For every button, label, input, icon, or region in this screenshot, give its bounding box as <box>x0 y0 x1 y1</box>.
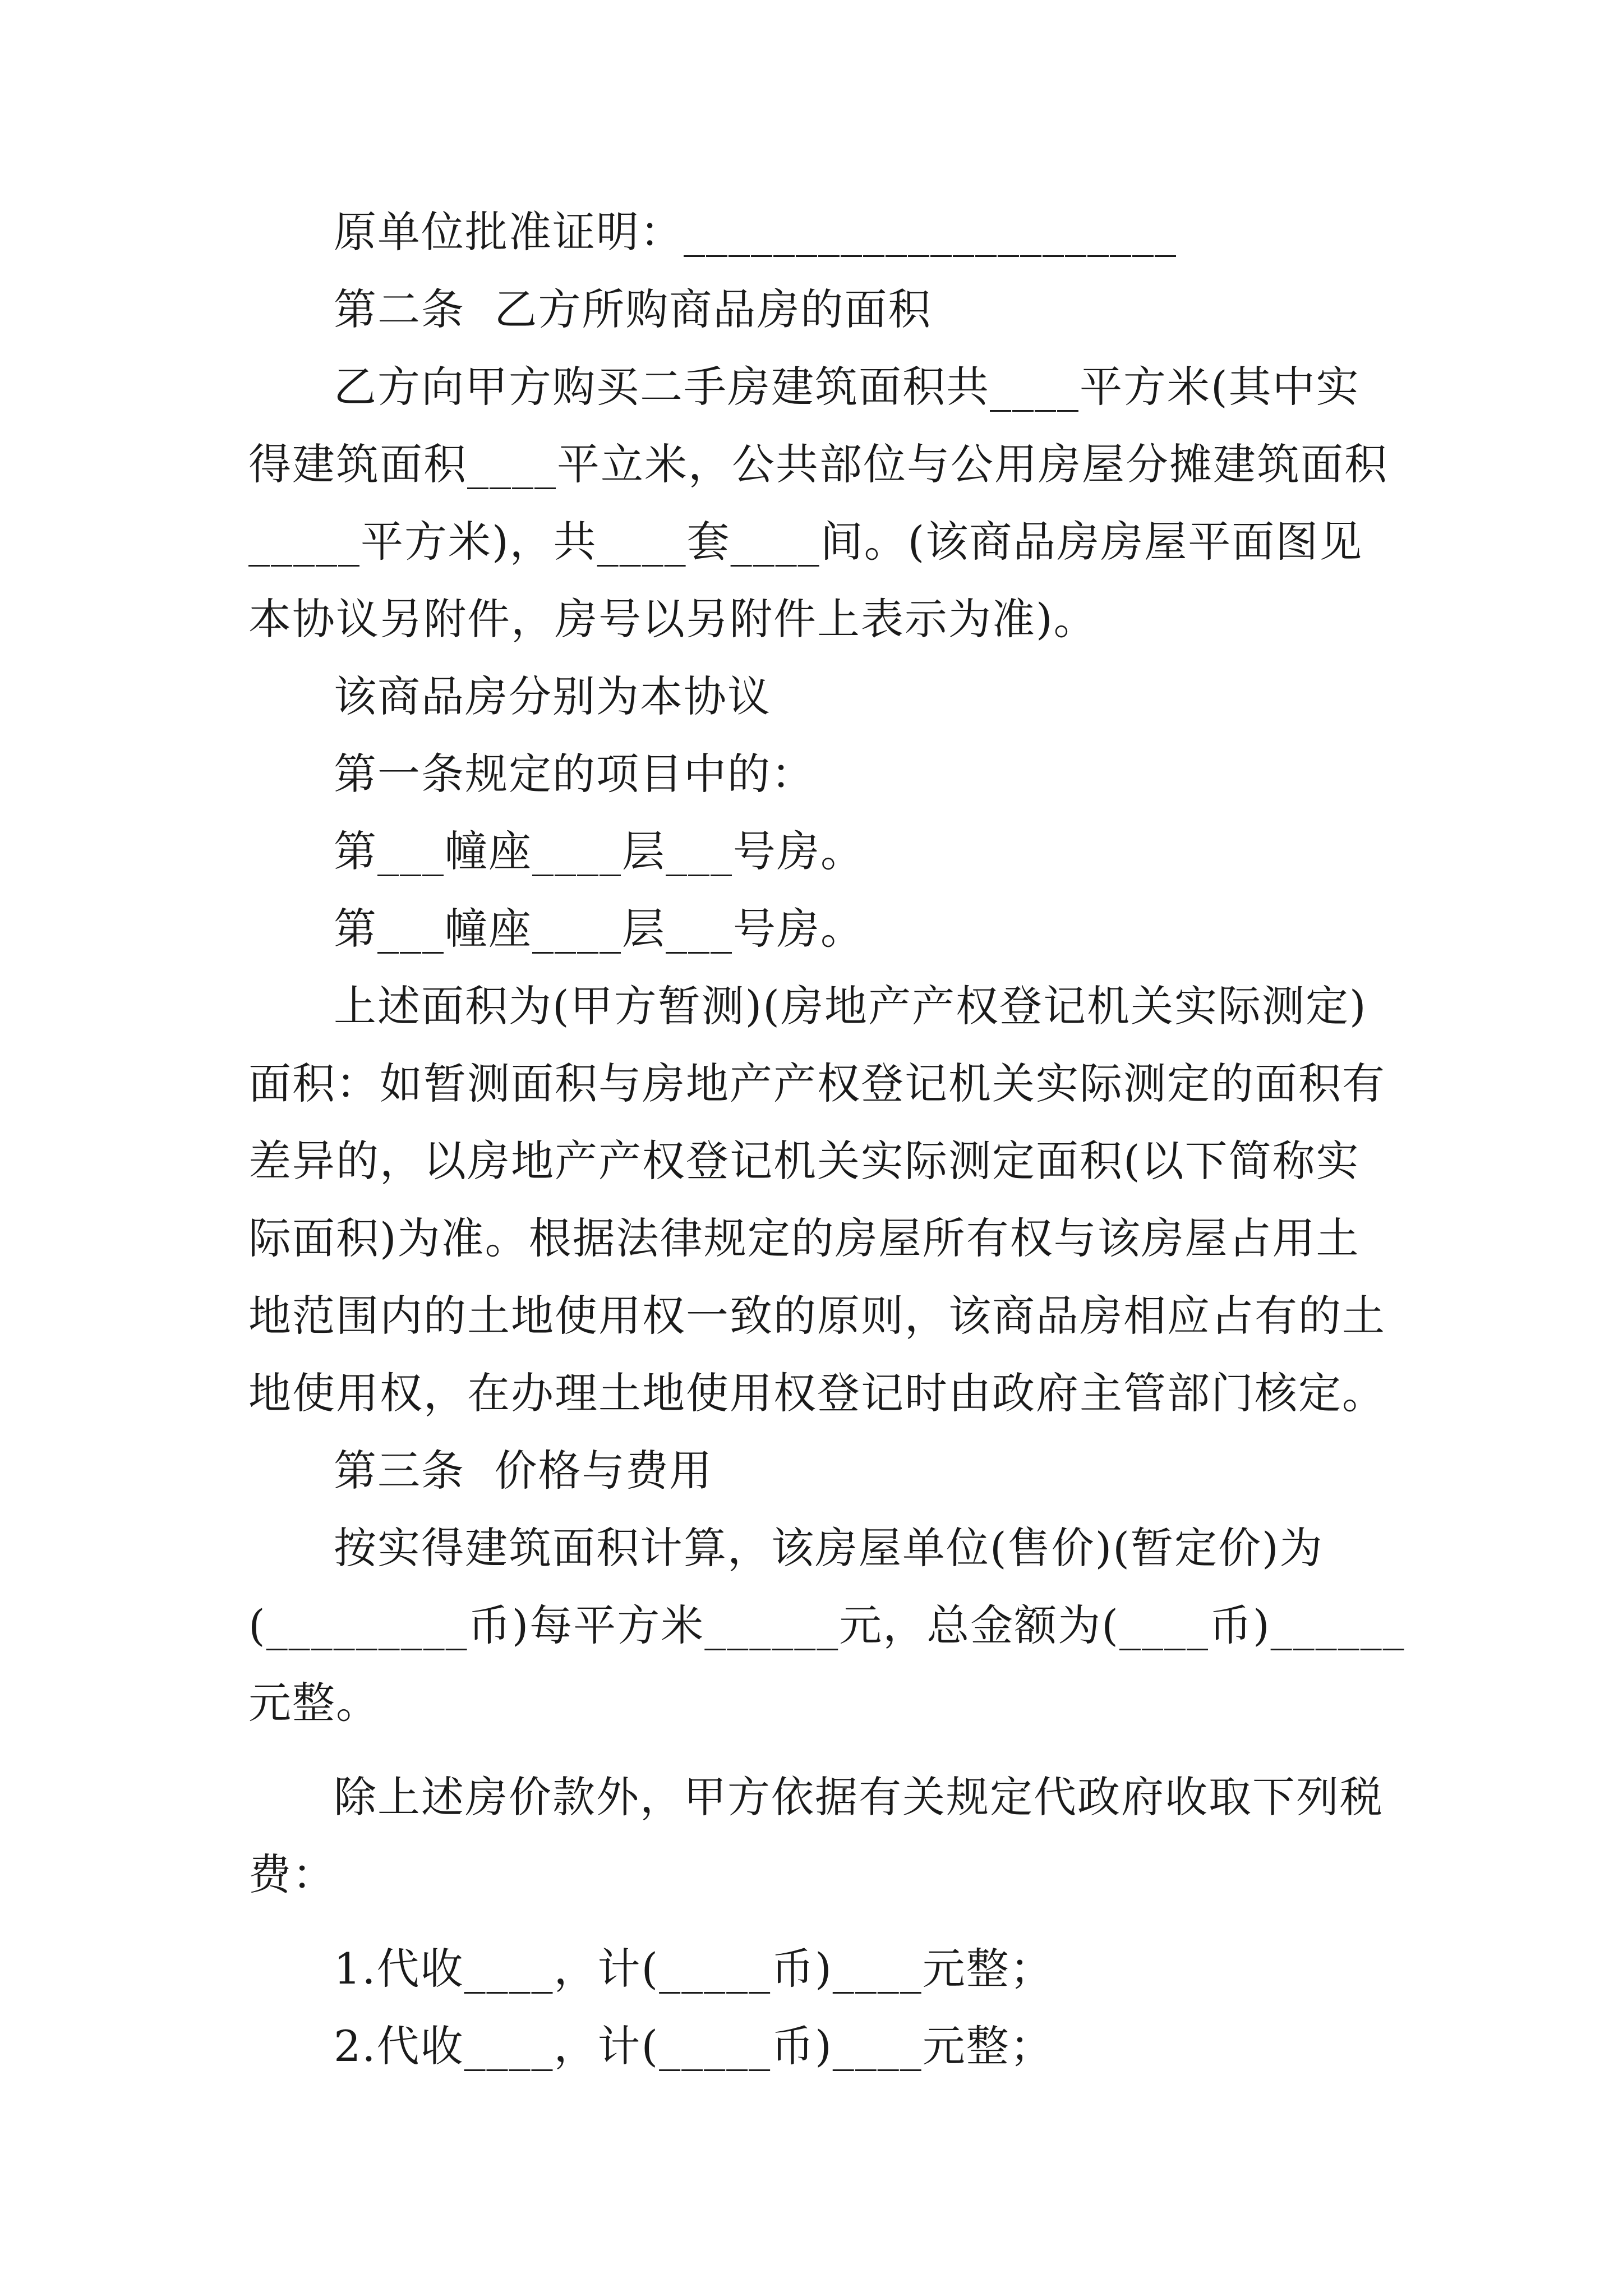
paragraph-spacer <box>248 1742 1390 1759</box>
text-line: 本协议另附件，房号以另附件上表示为准)。 <box>248 594 1098 644</box>
text-line: 第___幢座____层___号房。 <box>334 904 864 954</box>
text-line: 第一条规定的项目中的： <box>334 749 815 799</box>
text-line: (_________币)每平方米______元，总金额为(____币)______ <box>248 1600 1405 1650</box>
list-item: 2.代收____，计(_____币)____元整； <box>334 2021 1054 2071</box>
text-line: 面积：如暂测面积与房地产产权登记机关实际测定的面积有 <box>248 1059 1386 1108</box>
text-line: 地范围内的土地使用权一致的原则，该商品房相应占有的土 <box>248 1291 1386 1341</box>
text-line: 按实得建筑面积计算，该房屋单位(售价)(暂定价)为 <box>334 1523 1324 1573</box>
contract-text <box>248 194 1405 2085</box>
text-line: 乙方向甲方购买二手房建筑面积共____平方米(其中实 <box>334 362 1360 412</box>
text-line: 费： <box>248 1849 336 1899</box>
text-line: 得建筑面积____平立米，公共部位与公用房屋分摊建筑面积 <box>248 439 1388 489</box>
section-heading: 第二条 乙方所购商品房的面积 <box>334 284 932 334</box>
text-line: 该商品房分别为本协议 <box>334 671 771 721</box>
text-line: _____平方米)，共____套____间。(该商品房房屋平面图见 <box>248 517 1363 567</box>
paragraph-spacer <box>248 1913 1390 1930</box>
text-line: 上述面积为(甲方暂测)(房地产产权登记机关实际测定) <box>334 981 1367 1031</box>
text-line: 除上述房价款外，甲方依据有关规定代政府收取下列税 <box>334 1772 1384 1822</box>
text-line: 际面积)为准。根据法律规定的房屋所有权与该房屋占用土 <box>248 1213 1360 1263</box>
text-line: 原单位批准证明：______________________ <box>334 207 1177 257</box>
text-line: 差异的，以房地产产权登记机关实际测定面积(以下简称实 <box>248 1136 1360 1186</box>
section-heading: 第三条 价格与费用 <box>334 1446 713 1496</box>
text-line: 第___幢座____层___号房。 <box>334 826 864 876</box>
list-item: 1.代收____，计(_____币)____元整； <box>334 1944 1054 1994</box>
text-line: 地使用权，在办理土地使用权登记时由政府主管部门核定。 <box>248 1368 1386 1418</box>
text-line: 元整。 <box>248 1678 380 1728</box>
